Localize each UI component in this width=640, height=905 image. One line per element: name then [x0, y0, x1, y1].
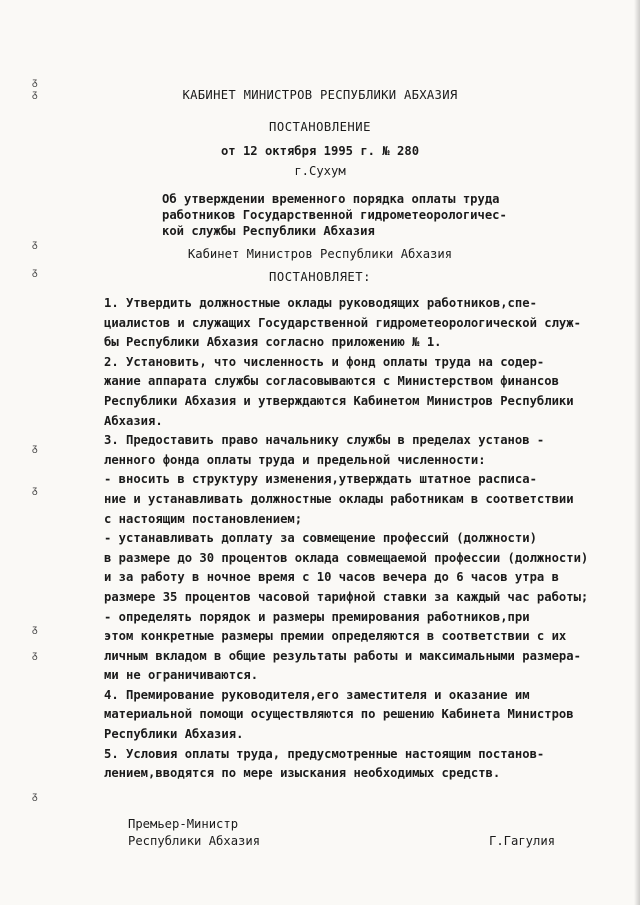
preamble-resolves: ПОСТАНОВЛЯЕТ:: [269, 270, 371, 284]
binding-hole-mark: ᵹ: [32, 650, 38, 661]
binding-hole-mark: ᵹ: [32, 89, 38, 100]
binding-hole-mark: ᵹ: [32, 443, 38, 454]
body-line: размере 35 процентов часовой тарифной ставки за каждый час работы;: [104, 589, 589, 604]
body-line: Абхазия.: [104, 413, 163, 428]
body-line: бы Республики Абхазия согласно приложению № 1.: [104, 335, 442, 350]
binding-hole-mark: ᵹ: [32, 267, 38, 278]
body-line: циалистов и служащих Государственной гидрометеорологической служ-: [104, 315, 581, 330]
body-line: - определять порядок и размеры премирования работников,при: [104, 609, 530, 624]
body-line: и за работу в ночное время с 10 часов вечера до 6 часов утра в: [104, 570, 559, 585]
document-title: ПОСТАНОВЛЕНИЕ: [269, 120, 371, 134]
subject-line: Об утверждении временного порядка оплаты труда: [162, 192, 500, 206]
body-line: Республики Абхазия и утверждаются Кабинетом Министров Республики: [104, 393, 574, 408]
signatory-position: [128, 816, 260, 850]
binding-hole-mark: ᵹ: [32, 791, 38, 802]
body-line: ми не ограничиваются.: [104, 668, 259, 683]
binding-hole-mark: ᵹ: [32, 624, 38, 635]
body-line: 2. Установить, что численность и фонд оплаты труда на содер-: [104, 354, 545, 369]
body-line: 4. Премирование руководителя,его заместителя и оказание им: [104, 687, 530, 702]
signatory-position-line: Премьер-Министр: [128, 817, 239, 831]
document-subject: [162, 191, 562, 239]
body-line: личным вкладом в общие результаты работы и максимальными размера-: [104, 648, 581, 663]
body-line: 1. Утвердить должностные оклады руководящих работников,спе-: [104, 296, 537, 310]
binding-hole-mark: ᵹ: [32, 485, 38, 496]
body-line: 5. Условия оплаты труда, предусмотренные настоящим постанов-: [104, 746, 545, 761]
body-line: в размере до 30 процентов оклада совмещаемой профессии (должности): [104, 550, 589, 565]
preamble-body: Кабинет Министров Республики Абхазия: [187, 247, 453, 261]
binding-hole-mark: ᵹ: [32, 239, 38, 250]
body-line: Республики Абхазия.: [104, 727, 244, 742]
body-line: жание аппарата службы согласовываются с Министерством финансов: [104, 374, 559, 389]
subject-line: работников Государственной гидрометеорологичес-: [162, 208, 507, 222]
body-line: - вносить в структуру изменения,утверждать штатное расписа-: [104, 472, 537, 487]
binding-hole-mark: ᵹ: [32, 77, 38, 88]
body-line: этом конкретные размеры премии определяются в соответствии с их: [104, 629, 567, 644]
body-line: материальной помощи осуществляются по решению Кабинета Министров: [104, 707, 574, 722]
body-line: с настоящим постановлением;: [104, 511, 303, 526]
body-line: ленного фонда оплаты труда и предельной численности:: [104, 452, 486, 467]
document-date: от 12 октября 1995 г. № 280: [220, 144, 420, 158]
signatory-name: Г.Гагулия: [489, 834, 556, 848]
body-line: 3. Предоставить право начальнику службы в пределах установ -: [104, 433, 545, 448]
document-body: [104, 294, 624, 784]
subject-line: кой службы Республики Абхазия: [162, 224, 375, 238]
body-line: ние и устанавливать должностные оклады работникам в соответствии: [104, 491, 574, 506]
issuing-body: КАБИНЕТ МИНИСТРОВ РЕСПУБЛИКИ АБХАЗИЯ: [182, 88, 458, 102]
signatory-position-line: Республики Абхазия: [128, 834, 261, 848]
document-city: г.Сухум: [294, 164, 346, 178]
body-line: лением,вводятся по мере изыскания необходимых средств.: [104, 766, 501, 781]
body-line: - устанавливать доплату за совмещение профессий (должности): [104, 531, 537, 546]
scan-edge-shadow: [634, 0, 640, 905]
